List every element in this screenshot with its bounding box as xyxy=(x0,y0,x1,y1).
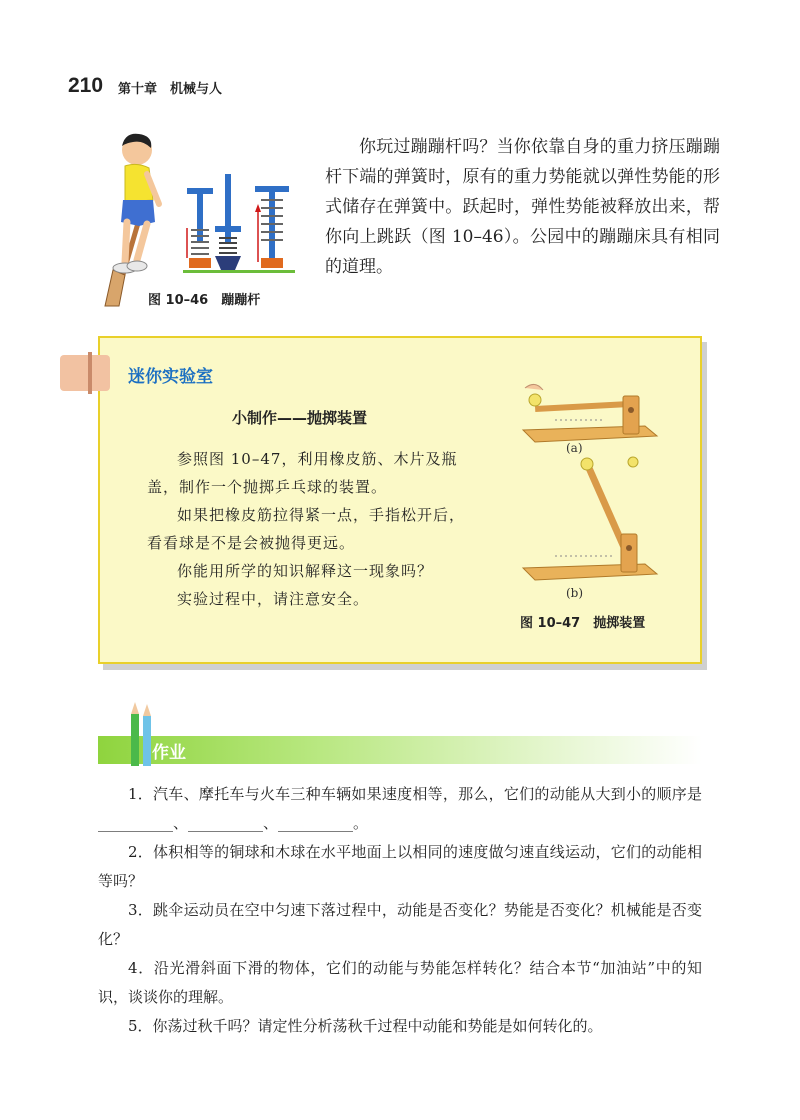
mini-lab-line: 盖，制作一个抛掷乒乓球的装置。 xyxy=(147,478,388,496)
intro-paragraph: 你玩过蹦蹦杆吗？当你依靠自身的重力挤压蹦蹦杆下端的弹簧时，原有的重力势能就以弹性势能的形式储存在弹簧中。跃起时，弹性势能被释放出来，帮你向上跳跃（图 10–46）。公园中的蹦蹦床具有相同的道理。 xyxy=(325,137,720,277)
mini-lab-line: 实验过程中，请注意安全。 xyxy=(177,590,370,608)
chapter-title: 第十章 机械与人 xyxy=(118,82,223,97)
mini-lab-line: 参照图 10–47，利用橡皮筋、木片及瓶 xyxy=(177,450,458,468)
homework-item: 2．体积相等的铜球和木球在水平地面上以相同的速度做匀速直线运动，它们的动能相等吗？ xyxy=(98,843,702,890)
spring3-top xyxy=(255,186,289,192)
ground-line xyxy=(183,270,295,273)
homework-item: 1．汽车、摩托车与火车三种车辆如果速度相等，那么，它们的动能从大到小的顺序是 __________、__________、__________。 xyxy=(98,785,702,832)
spring1-base xyxy=(189,258,211,268)
homework-item: 5．你荡过秋千吗？请定性分析荡秋千过程中动能和势能是如何转化的。 xyxy=(128,1017,603,1035)
launcher-a xyxy=(523,384,657,442)
pogo-stick-figure xyxy=(95,130,310,308)
boy-leg-left xyxy=(125,222,127,262)
pogo-spring-base xyxy=(105,270,125,306)
homework-list xyxy=(98,780,702,1041)
figure-10-46-caption: 图 10–46 蹦蹦杆 xyxy=(148,293,261,308)
subfigure-a-label: (a) xyxy=(566,441,583,455)
ping-pong-ball xyxy=(628,457,638,467)
mini-lab-line: 如果把橡皮筋拉得紧一点，手指松开后， xyxy=(177,506,466,524)
homework-banner xyxy=(98,736,702,764)
launcher-figure xyxy=(515,378,665,600)
mini-lab-subtitle: 小制作——抛掷装置 xyxy=(232,409,368,427)
launcher-b xyxy=(523,458,657,580)
intro-text xyxy=(325,132,720,282)
boy-shoe-right xyxy=(127,261,147,271)
paper-clip-stroke xyxy=(88,352,92,394)
mini-lab-text xyxy=(147,445,499,613)
page-number: 210 xyxy=(68,74,104,97)
spring1-top xyxy=(187,188,213,194)
homework-item: 4．沿光滑斜面下滑的物体，它们的动能与势能怎样转化？结合本节“加油站”中的知识，谈谈你的理解。 xyxy=(98,959,702,1006)
paper-clip-icon xyxy=(60,355,110,391)
mini-lab-title: 迷你实验室 xyxy=(128,367,213,387)
figure-10-47-caption: 图 10–47 抛掷装置 xyxy=(520,616,646,631)
mini-lab-line: 你能用所学的知识解释这一现象吗？ xyxy=(177,562,434,580)
subfigure-b-label: (b) xyxy=(566,586,584,600)
homework-title: 作业 xyxy=(152,743,186,763)
spring3-base xyxy=(261,258,283,268)
mini-lab-line: 看看球是不是会被抛得更远。 xyxy=(147,534,356,552)
homework-item: 3．跳伞运动员在空中匀速下落过程中，动能是否变化？势能是否变化？机械能是否变化？ xyxy=(98,901,702,948)
